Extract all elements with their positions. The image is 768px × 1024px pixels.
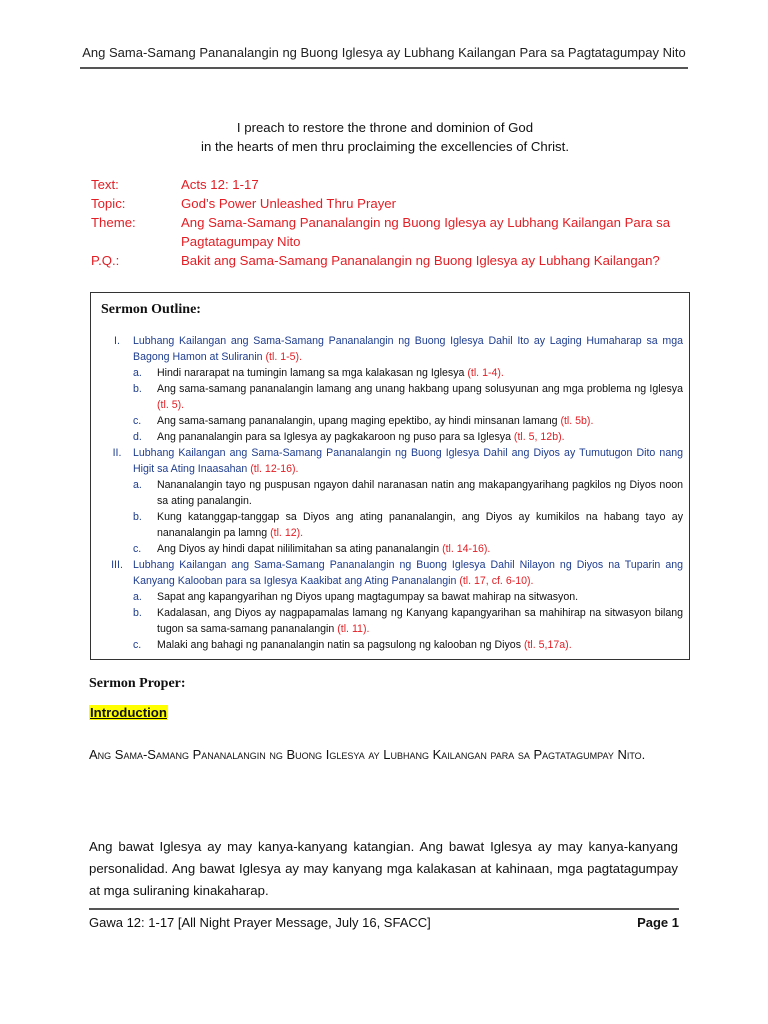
sub-text xyxy=(157,413,683,429)
meta-text-label: Text: xyxy=(91,177,119,192)
sub-number: d. xyxy=(133,431,142,443)
outline-sub-2c xyxy=(101,541,683,557)
outline-sub-3b xyxy=(101,605,683,637)
sub-2c-text: Ang Diyos ay hindi dapat nililimitahan sa ating pananalangin xyxy=(157,543,440,555)
sermon-proper-title: Sermon Proper: xyxy=(89,676,186,691)
outline-point-3 xyxy=(101,557,683,589)
sub-text xyxy=(157,429,683,445)
meta-pq-label: P.Q.: xyxy=(91,253,120,268)
sub-1c-ref: (tl. 5b). xyxy=(560,415,594,427)
meta-pq-row xyxy=(91,251,691,270)
point-number: II. xyxy=(112,447,122,459)
sub-number: b. xyxy=(133,607,142,619)
outline-sub-1c xyxy=(101,413,683,429)
sub-text xyxy=(157,381,683,413)
point-1-text: Lubhang Kailangan ang Sama-Samang Pananalangin ng Buong Iglesya Dahil Ito ay Laging Humaharap sa mga Bagong Hamon at Suliranin xyxy=(133,335,683,363)
point-1-ref: (tl. 1-5). xyxy=(265,351,303,363)
sub-1a-ref: (tl. 1-4). xyxy=(467,367,504,379)
sub-text xyxy=(157,589,683,605)
outline-sub-3c xyxy=(101,637,683,653)
sub-1b-ref: (tl. 5). xyxy=(157,399,185,411)
sub-3b-text: Kadalasan, ang Diyos ay nagpapamalas lamang ng Kanyang kapangyarihan sa mahihirap na sitwasyon bilang tugon sa sama-samang pananalangin xyxy=(157,607,683,635)
tagline-line-2: in the hearts of men thru proclaiming the excellencies of Christ. xyxy=(201,139,569,154)
sub-1d-text: Ang pananalangin para sa Iglesya ay pagkakaroon ng puso para sa Iglesya xyxy=(157,431,511,443)
point-number: III. xyxy=(111,559,123,571)
sub-number: a. xyxy=(133,367,142,379)
sub-1d-ref: (tl. 5, 12b). xyxy=(513,431,565,443)
point-2-text: Lubhang Kailangan ang Sama-Samang Pananalangin ng Buong Iglesya Dahil ang Diyos ay Tumutugon Dito nang Higit sa Ating Inaasahan xyxy=(133,447,683,475)
introduction-title: Ang Sama-Samang Pananalangin ng Buong Iglesya ay Lubhang Kailangan para sa Pagtatagumpay Nito. xyxy=(89,747,646,762)
point-3-text: Lubhang Kailangan ang Sama-Samang Pananalangin ng Buong Iglesya Dahil Nilayon ng Diyos na Tuparin ang Kanyang Kalooban para sa Iglesya Kaakibat ang Ating Pananalangin xyxy=(133,559,683,587)
outline-sub-3a xyxy=(101,589,683,605)
point-3-ref: (tl. 17, cf. 6-10). xyxy=(459,575,534,587)
sub-number: c. xyxy=(133,543,142,555)
sub-text xyxy=(157,637,683,653)
sub-2b-ref: (tl. 12). xyxy=(270,527,304,539)
outline-list xyxy=(101,333,683,653)
meta-topic-label: Topic: xyxy=(91,196,126,211)
sub-1c-text: Ang sama-samang pananalangin, upang maging epektibo, ay hindi minsanan lamang xyxy=(157,415,558,427)
sub-3c-text: Malaki ang bahagi ng pananalangin natin sa pagsulong ng kalooban ng Diyos xyxy=(157,639,521,651)
point-text xyxy=(133,557,683,589)
meta-theme-row xyxy=(91,213,691,251)
outline-sub-2a xyxy=(101,477,683,509)
tagline-line-1: I preach to restore the throne and dominion of God xyxy=(236,120,534,135)
mission-tagline xyxy=(90,118,680,156)
sub-3a-text: Sapat ang kapangyarihan ng Diyos upang magtagumpay sa bawat mahirap na sitwasyon. xyxy=(157,591,579,603)
point-text xyxy=(133,333,683,365)
page-footer xyxy=(89,908,679,930)
outline-title: Sermon Outline: xyxy=(101,302,201,317)
sub-text xyxy=(157,509,683,541)
meta-theme-value: Ang Sama-Samang Pananalangin ng Buong Iglesya ay Lubhang Kailangan Para sa Pagtatagumpay Nito xyxy=(181,215,671,249)
meta-pq-value: Bakit ang Sama-Samang Pananalangin ng Buong Iglesya ay Lubhang Kailangan? xyxy=(181,253,660,268)
sub-text xyxy=(157,541,683,557)
sub-3b-ref: (tl. 11). xyxy=(337,623,370,635)
sub-number: c. xyxy=(133,639,142,651)
sub-number: c. xyxy=(133,415,142,427)
point-number: I. xyxy=(114,335,120,347)
introduction-paragraph: Ang bawat Iglesya ay may kanya-kanyang katangian. Ang bawat Iglesya ay may kanya-kanyang personalidad. Ang bawat Iglesya ay may kanyang mga kalakasan at kahinaan, mga pagtatagumpay at mga suliraning kinakaharap. xyxy=(89,839,678,898)
page-header: Ang Sama-Samang Pananalangin ng Buong Iglesya ay Lubhang Kailangan Para sa Pagtatagumpay Nito xyxy=(80,45,688,69)
meta-topic-row xyxy=(91,194,691,213)
meta-theme-label: Theme: xyxy=(91,215,136,230)
outline-point-1 xyxy=(101,333,683,365)
point-text xyxy=(133,445,683,477)
sub-text xyxy=(157,605,683,637)
sub-1b-text: Ang sama-samang pananalangin lamang ang unang hakbang upang solusyunan ang mga problema ng Iglesya xyxy=(157,383,683,395)
outline-sub-1a xyxy=(101,365,683,381)
meta-text-row xyxy=(91,175,691,194)
sub-number: b. xyxy=(133,383,142,395)
outline-sub-1d xyxy=(101,429,683,445)
page-number: Page 1 xyxy=(637,915,679,930)
meta-text-value: Acts 12: 1-17 xyxy=(181,177,259,192)
sub-2b-text: Kung katanggap-tanggap sa Diyos ang ating pananalangin, ang Diyos ay kumikilos na habang tayo ay nananalangin pa lamng xyxy=(157,511,683,539)
sub-text xyxy=(157,477,683,509)
point-2-ref: (tl. 12-16). xyxy=(250,463,299,475)
outline-point-2 xyxy=(101,445,683,477)
sub-2c-ref: (tl. 14-16). xyxy=(442,543,491,555)
sub-3c-ref: (tl. 5,17a). xyxy=(523,639,572,651)
footer-reference: Gawa 12: 1-17 [All Night Prayer Message, July 16, SFACC] xyxy=(89,915,431,930)
sermon-meta xyxy=(91,175,691,270)
sub-text xyxy=(157,365,683,381)
sub-1a-text: Hindi nararapat na tumingin lamang sa mga kalakasan ng Iglesya xyxy=(157,367,465,379)
sub-number: a. xyxy=(133,479,142,491)
sub-2a-text: Nananalangin tayo ng puspusan ngayon dahil naranasan natin ang makapangyarihang pagkilos ng Diyos noon sa ating panalangin. xyxy=(157,479,683,507)
outline-sub-2b xyxy=(101,509,683,541)
sub-number: a. xyxy=(133,591,142,603)
meta-topic-value: God’s Power Unleashed Thru Prayer xyxy=(181,196,397,211)
sub-number: b. xyxy=(133,511,142,523)
outline-sub-1b xyxy=(101,381,683,413)
sermon-outline-box xyxy=(90,292,690,660)
introduction-heading: Introduction xyxy=(90,705,167,720)
